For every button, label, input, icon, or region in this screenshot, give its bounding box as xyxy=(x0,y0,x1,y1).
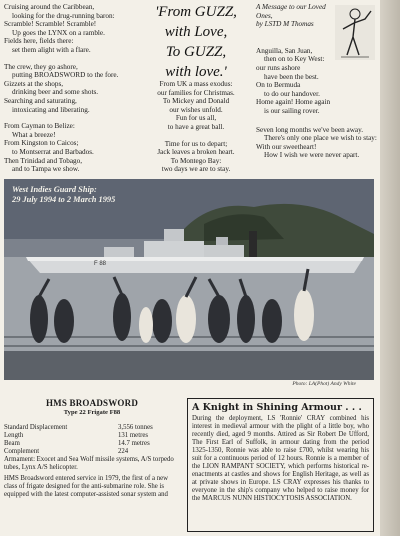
ship-photo xyxy=(4,179,374,380)
poem-line: Jack leaves a broken heart. xyxy=(157,148,235,157)
ship-name: HMS BROADSWORD xyxy=(45,398,139,408)
message-title-line: by LSTD M Thomas xyxy=(256,20,314,29)
poem-line: our runs ashore xyxy=(256,63,301,72)
poem-title-line: with love.' xyxy=(165,64,227,80)
poem-line: set them alight with a flare. xyxy=(12,45,91,54)
message-title-line: A Message to our Loved xyxy=(256,3,326,11)
spec-value: 131 metres xyxy=(118,432,149,439)
poem-title xyxy=(137,2,255,82)
spec-label: Standard Displacement xyxy=(4,424,68,431)
poem-line: and to Tampa we show. xyxy=(12,165,80,174)
poem-title-line: 'From GUZZ, xyxy=(155,4,237,20)
ship-armament: Armament: Exocet and Sea Wolf missile systems, A/S torpedo tubes, Lynx A/S helicopter. xyxy=(4,456,174,471)
spec-value: 224 xyxy=(118,448,129,455)
poem-line: How I wish we were never apart. xyxy=(264,151,360,160)
poem-line: Fun for us all, xyxy=(175,114,217,123)
poem-line: looking for the drug-running baron: xyxy=(12,11,115,20)
knight-article-body: During the deployment, LS 'Ronnie' CRAY combined his interest in medieval armour with the plight of a little boy, who recently died, aged 9 months. Attired as Sir Robert De Ufford, The First Earl of Suffolk, in armour dating from the period 1325-1350, Ronnie was able to raise £700, whilst wearing his suit for a continuous period of 12 hours. Ronnie is a member of the LION RAMPANT SOCIETY, which performs historical re-enactments at castles and shows for English Heritage, as well as at private shows in Europe. LS CRAY expresses his thanks to everyone in the ship's company who helped to raise money for the MARCUS NUNN HISTIOCYTOSIS ASSOCIATION. xyxy=(192,415,369,502)
spec-label: Length xyxy=(4,432,24,439)
poem-column-middle xyxy=(137,80,255,182)
poem-line: There's only one place we wish to stay: xyxy=(264,134,377,143)
hull-number: F 88 xyxy=(94,261,107,267)
spec-value: 3,556 tonnes xyxy=(118,424,153,431)
spec-label: Beam xyxy=(4,440,20,447)
poem-line: intoxicating and liberating. xyxy=(12,105,90,114)
spec-value: 14.7 metres xyxy=(118,440,150,447)
poem-line: Anguilla, San Juan, xyxy=(256,46,313,55)
poem-line: To Mickey and Donald xyxy=(162,97,230,106)
spec-row xyxy=(4,424,180,432)
poem-line: From Kingston to Caicos; xyxy=(4,139,79,148)
photo-caption xyxy=(12,185,115,204)
poem-title-line: with Love, xyxy=(164,24,228,40)
poem-line: From UK a mass exodus: xyxy=(159,80,233,88)
spec-row xyxy=(4,440,180,448)
knight-article-heading: A Knight in Shining Armour . . . xyxy=(192,402,362,413)
poem-line: drinking beer and some shots. xyxy=(12,88,99,97)
poem-line: have been the best. xyxy=(264,72,319,81)
spec-row xyxy=(4,432,180,440)
ship-type: Type 22 Frigate F88 xyxy=(63,409,121,416)
poem-line: Home again! Home again xyxy=(256,98,331,107)
poem-line: to Montserrat and Barbados. xyxy=(12,147,94,156)
message-title-line: Ones, xyxy=(256,11,273,20)
poem-line: Up goes the LYNX on a ramble. xyxy=(12,28,105,37)
poem-line: our wishes unfold. xyxy=(169,105,223,114)
poem-line: is our sailing rover. xyxy=(264,106,320,115)
poem-line: What a breeze! xyxy=(12,130,56,139)
poem-line: On to Bermuda xyxy=(256,81,301,90)
photo-caption-line: 29 July 1994 to 2 March 1995 xyxy=(12,194,116,204)
poem-line: Time for us to depart; xyxy=(164,139,228,148)
photo-credit: Photo: LA(Phot) Andy White xyxy=(292,381,356,387)
poem-column-left xyxy=(4,3,132,182)
ship-photo-image xyxy=(4,179,374,380)
ship-description: HMS Broadsword entered service in 1979, the first of a new class of frigate designed for the anti-submarine role. She is equipped with the latest computer-assisted sonar system and xyxy=(4,475,169,498)
knight-article-box xyxy=(187,398,374,532)
poem-line: From Cayman to Belize: xyxy=(4,122,75,131)
ship-info xyxy=(4,398,180,499)
ship-specs xyxy=(4,424,180,456)
poem-line: two days we are to stay. xyxy=(161,165,231,174)
spec-label: Complement xyxy=(4,448,40,455)
poem-line: Then Trinidad and Tobago, xyxy=(4,156,83,165)
poem-line: Fields here, fields there: xyxy=(4,37,74,46)
poem-line: Scramble! Scramble! Scramble! xyxy=(4,20,97,29)
poem-line: Cruising around the Caribbean, xyxy=(4,3,95,11)
poem-line: then on to Key West: xyxy=(264,55,325,64)
poem-line: to do our handover. xyxy=(264,89,320,98)
poem-line: With our sweetheart! xyxy=(256,142,317,151)
poem-line: Seven long months we've been away. xyxy=(256,125,364,134)
poem-title-line: To GUZZ, xyxy=(165,44,227,60)
poem-line: The crew, they go ashore, xyxy=(4,62,78,71)
photo-caption-line: West Indies Guard Ship: xyxy=(12,185,97,194)
poem-line: Gizzets at the shops, xyxy=(4,79,64,88)
poem-line: putting BROADSWORD to the fore. xyxy=(12,71,119,80)
page-edge xyxy=(380,0,400,536)
poem-line: our families for Christmas. xyxy=(157,88,235,97)
poem-line: To Montego Bay: xyxy=(170,156,222,165)
spec-row xyxy=(4,448,180,456)
poem-line: Searching and saturating, xyxy=(4,96,77,105)
poem-line: to have a great ball. xyxy=(167,122,225,131)
knight-sketch-illustration xyxy=(335,5,375,60)
